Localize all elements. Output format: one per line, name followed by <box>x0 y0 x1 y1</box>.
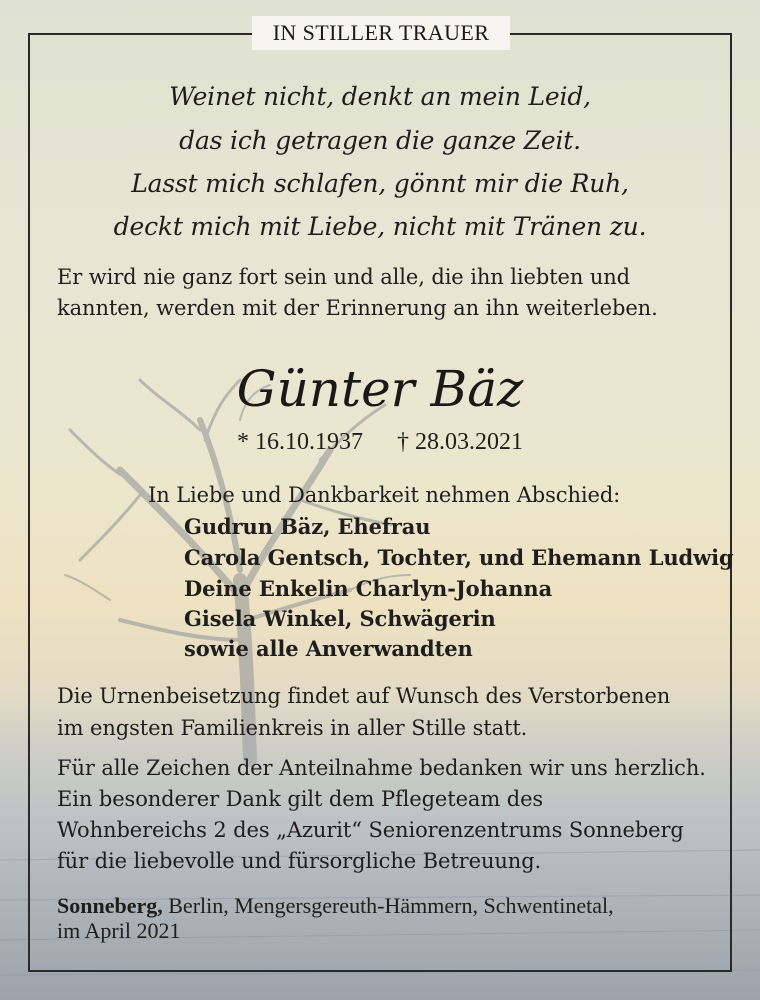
thanks-line: Wohnbereichs 2 des „Azurit“ Seniorenzentrums Sonneberg <box>57 818 684 842</box>
mourner-name: Deine Enkelin Charlyn-Johanna <box>184 576 553 601</box>
mourners-heading: In Liebe und Dankbarkeit nehmen Abschied: <box>148 483 621 507</box>
header-label: IN STILLER TRAUER <box>252 16 510 50</box>
location-city: Sonneberg, <box>57 893 163 918</box>
location-others: Berlin, Mengersgereuth-Hämmern, Schwentinetal, <box>162 893 614 918</box>
life-dates <box>0 429 760 456</box>
location-line <box>57 893 614 919</box>
mourner-name: Carola Gentsch, Tochter, und Ehemann Ludwig <box>184 545 734 570</box>
location-date: im April 2021 <box>57 918 181 943</box>
thanks-line: Für alle Zeichen der Anteilnahme bedanken wir uns herzlich. <box>57 756 706 780</box>
death-date: † 28.03.2021 <box>397 429 523 455</box>
mourner-name: Gudrun Bäz, Ehefrau <box>184 514 431 539</box>
funeral-line: Die Urnenbeisetzung findet auf Wunsch des Verstorbenen <box>57 684 671 708</box>
birth-date: * 16.10.1937 <box>237 429 363 455</box>
poem-line: das ich getragen die ganze Zeit. <box>179 126 581 155</box>
mourner-name: Gisela Winkel, Schwägerin <box>184 606 496 631</box>
intro-line: kannten, werden mit der Erinnerung an ihn weiterleben. <box>57 296 658 320</box>
poem-line: Lasst mich schlafen, gönnt mir die Ruh, <box>131 169 629 198</box>
thanks-line: Ein besonderer Dank gilt dem Pflegeteam des <box>57 787 544 811</box>
poem-line: Weinet nicht, denkt an mein Leid, <box>169 82 591 111</box>
deceased-name: Günter Bäz <box>236 360 524 418</box>
intro-line: Er wird nie ganz fort sein und alle, die ihn liebten und <box>57 265 631 289</box>
mourner-name: sowie alle Anverwandten <box>184 636 473 661</box>
thanks-line: für die liebevolle und fürsorgliche Betreuung. <box>57 849 542 873</box>
funeral-line: im engsten Familienkreis in aller Stille statt. <box>57 716 528 740</box>
poem-line: deckt mich mit Liebe, nicht mit Tränen zu. <box>113 212 647 241</box>
